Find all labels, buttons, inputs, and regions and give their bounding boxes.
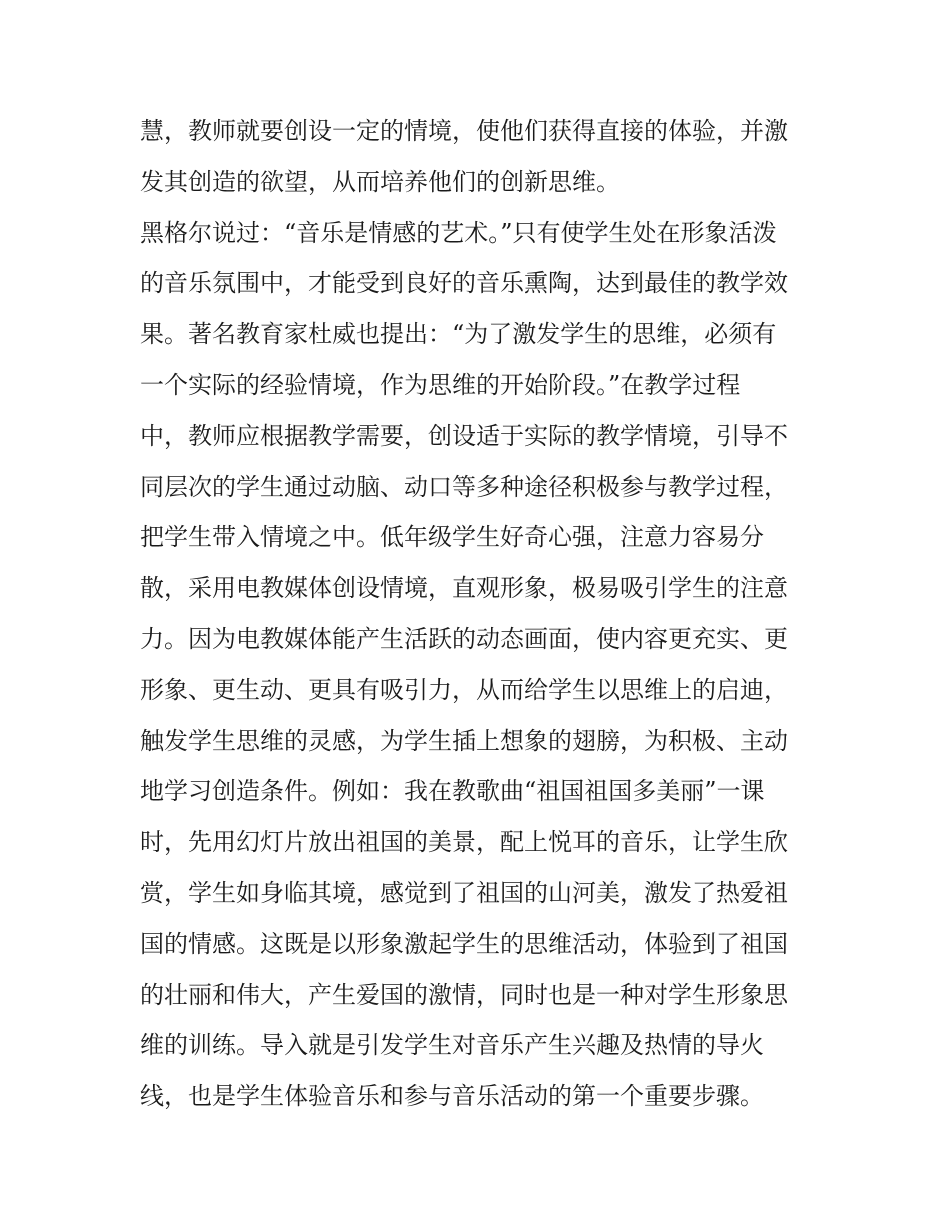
- text-line: 一个实际的经验情境，作为思维的开始阶段。”在教学过程: [140, 370, 741, 399]
- text-line: 的音乐氛围中，才能受到良好的音乐熏陶，达到最佳的教学效: [140, 269, 788, 298]
- text-line: 慧，教师就要创设一定的情境，使他们获得直接的体验，并激: [140, 117, 788, 145]
- text-line: 的壮丽和伟大，产生爱国的激情，同时也是一种对学生形象思: [140, 980, 788, 1009]
- text-line: 形象、更生动、更具有吸引力，从而给学生以思维上的启迪，: [140, 675, 788, 704]
- body-text: [140, 106, 820, 1122]
- text-line: 果。著名教育家杜威也提出：“为了激发学生的思维，必须有: [140, 320, 777, 349]
- text-line: 线，也是学生体验音乐和参与音乐活动的第一个重要步骤。: [140, 1082, 764, 1111]
- text-line: 同层次的学生通过动脑、动口等多种途径积极参与教学过程，: [140, 472, 788, 501]
- text-line: 时，先用幻灯片放出祖国的美景，配上悦耳的音乐，让学生欣: [140, 828, 788, 857]
- text-line: 散，采用电教媒体创设情境，直观形象，极易吸引学生的注意: [140, 574, 788, 603]
- text-line: 赏，学生如身临其境，感觉到了祖国的山河美，激发了热爱祖: [140, 878, 788, 907]
- text-line: 中，教师应根据教学需要，创设适于实际的教学情境，引导不: [140, 421, 788, 450]
- text-line: 维的训练。导入就是引发学生对音乐产生兴趣及热情的导火: [140, 1031, 764, 1060]
- text-line: 黑格尔说过：“音乐是情感的艺术。”只有使学生处在形象活泼: [140, 218, 777, 247]
- text-line: 触发学生思维的灵感，为学生插上想象的翅膀，为积极、主动: [140, 726, 788, 755]
- text-line: 力。因为电教媒体能产生活跃的动态画面，使内容更充实、更: [140, 624, 788, 653]
- text-line: 发其创造的欲望，从而培养他们的创新思维。: [140, 167, 620, 196]
- text-line: 把学生带入情境之中。低年级学生好奇心强，注意力容易分: [140, 523, 764, 552]
- text-line: 地学习创造条件。例如：我在教歌曲“祖国祖国多美丽”一课: [140, 777, 765, 806]
- text-line: 国的情感。这既是以形象激起学生的思维活动，体验到了祖国: [140, 929, 788, 958]
